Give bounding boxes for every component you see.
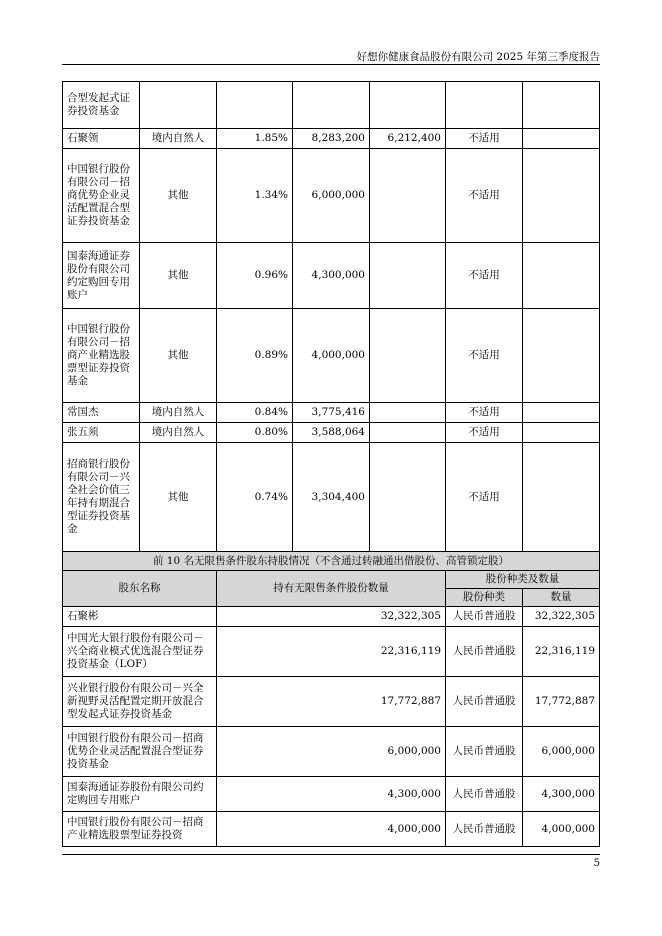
holder-shares: 3,304,400 [293, 443, 370, 552]
page-header: 好想你健康食品股份有限公司 2025 年第三季度报告 [356, 51, 600, 63]
col-header-class-group: 股份种类及数量 [446, 571, 600, 589]
holder-restricted: 6,212,400 [370, 129, 446, 149]
share-qty: 22,316,119 [523, 627, 600, 677]
holder-shares: 4,000,000 [217, 812, 446, 847]
holder-nature [140, 82, 217, 129]
holder-pct [217, 82, 293, 129]
holder-shares: 3,775,416 [293, 403, 370, 423]
holder-name: 中国银行股份有限公司－招商优势企业灵活配置混合型证券投资基金 [63, 727, 217, 777]
holder-name: 石聚彬 [63, 607, 217, 627]
holder-pledge: 不适用 [446, 423, 523, 443]
table-row [63, 677, 600, 727]
holder-name: 中国银行股份有限公司－招商优势企业灵活配置混合型证券投资基金 [63, 149, 140, 243]
table-row [63, 812, 600, 847]
holder-restricted [370, 243, 446, 309]
page-number: 5 [593, 858, 600, 869]
share-qty: 32,322,305 [523, 607, 600, 627]
holder-pct: 0.80% [217, 423, 293, 443]
holder-pledge: 不适用 [446, 129, 523, 149]
share-qty: 4,000,000 [523, 812, 600, 847]
table-row [63, 443, 600, 552]
table-row [63, 243, 600, 309]
table-row [63, 309, 600, 403]
holder-restricted [370, 423, 446, 443]
holder-pledge: 不适用 [446, 309, 523, 403]
header-rule [62, 64, 600, 65]
holder-name: 兴业银行股份有限公司－兴全新视野灵活配置定期开放混合型发起式证券投资基金 [63, 677, 217, 727]
holder-extra [523, 309, 600, 403]
holder-restricted [370, 82, 446, 129]
share-type: 人民币普通股 [446, 607, 523, 627]
share-type: 人民币普通股 [446, 727, 523, 777]
holder-name: 国泰海通证券股份有限公司约定购回专用账户 [63, 243, 140, 309]
holder-pct: 1.34% [217, 149, 293, 243]
holder-shares: 32,322,305 [217, 607, 446, 627]
table-row [63, 129, 600, 149]
holder-nature: 境内自然人 [140, 129, 217, 149]
holder-pledge: 不适用 [446, 443, 523, 552]
share-qty: 6,000,000 [523, 727, 600, 777]
holder-restricted [370, 403, 446, 423]
holder-pledge: 不适用 [446, 149, 523, 243]
holder-nature: 境内自然人 [140, 423, 217, 443]
column-header-row [63, 571, 600, 589]
share-qty: 4,300,000 [523, 777, 600, 812]
holder-nature: 境内自然人 [140, 403, 217, 423]
holder-extra [523, 149, 600, 243]
holder-name: 中国银行股份有限公司－招商产业精选股票型证券投资 [63, 812, 217, 847]
holder-shares: 4,000,000 [293, 309, 370, 403]
holder-pledge: 不适用 [446, 243, 523, 309]
footer-rule [62, 854, 600, 855]
holder-pct: 0.96% [217, 243, 293, 309]
holder-name: 中国光大银行股份有限公司－兴全商业模式优选混合型证券投资基金（LOF） [63, 627, 217, 677]
holder-pledge [446, 82, 523, 129]
holder-shares: 4,300,000 [217, 777, 446, 812]
holder-nature: 其他 [140, 243, 217, 309]
table-row [63, 777, 600, 812]
col-header-class-qty: 数量 [523, 589, 600, 607]
share-type: 人民币普通股 [446, 777, 523, 812]
col-header-class-type: 股份种类 [446, 589, 523, 607]
holder-extra [523, 403, 600, 423]
share-type: 人民币普通股 [446, 812, 523, 847]
holder-shares: 6,000,000 [217, 727, 446, 777]
holder-shares: 17,772,887 [217, 677, 446, 727]
holder-nature: 其他 [140, 149, 217, 243]
section-title-row [63, 552, 600, 571]
holder-extra [523, 129, 600, 149]
table-row [63, 627, 600, 677]
holder-name: 合型发起式证券投资基金 [63, 82, 140, 129]
holder-shares: 4,300,000 [293, 243, 370, 309]
share-type: 人民币普通股 [446, 677, 523, 727]
holder-name: 中国银行股份有限公司－招商产业精选股票型证券投资基金 [63, 309, 140, 403]
holder-shares: 8,283,200 [293, 129, 370, 149]
holder-pct: 0.84% [217, 403, 293, 423]
holder-name: 石聚领 [63, 129, 140, 149]
holder-restricted [370, 309, 446, 403]
holder-nature: 其他 [140, 309, 217, 403]
holder-restricted [370, 149, 446, 243]
holder-name: 常国杰 [63, 403, 140, 423]
shareholder-table [62, 81, 600, 847]
holder-extra [523, 443, 600, 552]
table-row [63, 149, 600, 243]
holder-name: 招商银行股份有限公司－兴全社会价值三年持有期混合型证券投资基金 [63, 443, 140, 552]
holder-pledge: 不适用 [446, 403, 523, 423]
holder-shares: 6,000,000 [293, 149, 370, 243]
holder-extra [523, 423, 600, 443]
holder-name: 张五须 [63, 423, 140, 443]
holder-shares: 22,316,119 [217, 627, 446, 677]
share-qty: 17,772,887 [523, 677, 600, 727]
holder-name: 国泰海通证券股份有限公司约定购回专用账户 [63, 777, 217, 812]
holder-nature: 其他 [140, 443, 217, 552]
holder-pct: 0.89% [217, 309, 293, 403]
holder-pct: 0.74% [217, 443, 293, 552]
col-header-name: 股东名称 [63, 571, 217, 607]
table-row [63, 423, 600, 443]
holder-extra [523, 243, 600, 309]
holder-shares [293, 82, 370, 129]
section-title: 前 10 名无限售条件股东持股情况（不含通过转融通出借股份、高管锁定股） [63, 552, 600, 571]
holder-pct: 1.85% [217, 129, 293, 149]
table-row [63, 403, 600, 423]
holder-restricted [370, 443, 446, 552]
holder-extra [523, 82, 600, 129]
table-row [63, 82, 600, 129]
table-row [63, 607, 600, 627]
col-header-shares: 持有无限售条件股份数量 [217, 571, 446, 607]
holder-shares: 3,588,064 [293, 423, 370, 443]
table-row [63, 727, 600, 777]
share-type: 人民币普通股 [446, 627, 523, 677]
